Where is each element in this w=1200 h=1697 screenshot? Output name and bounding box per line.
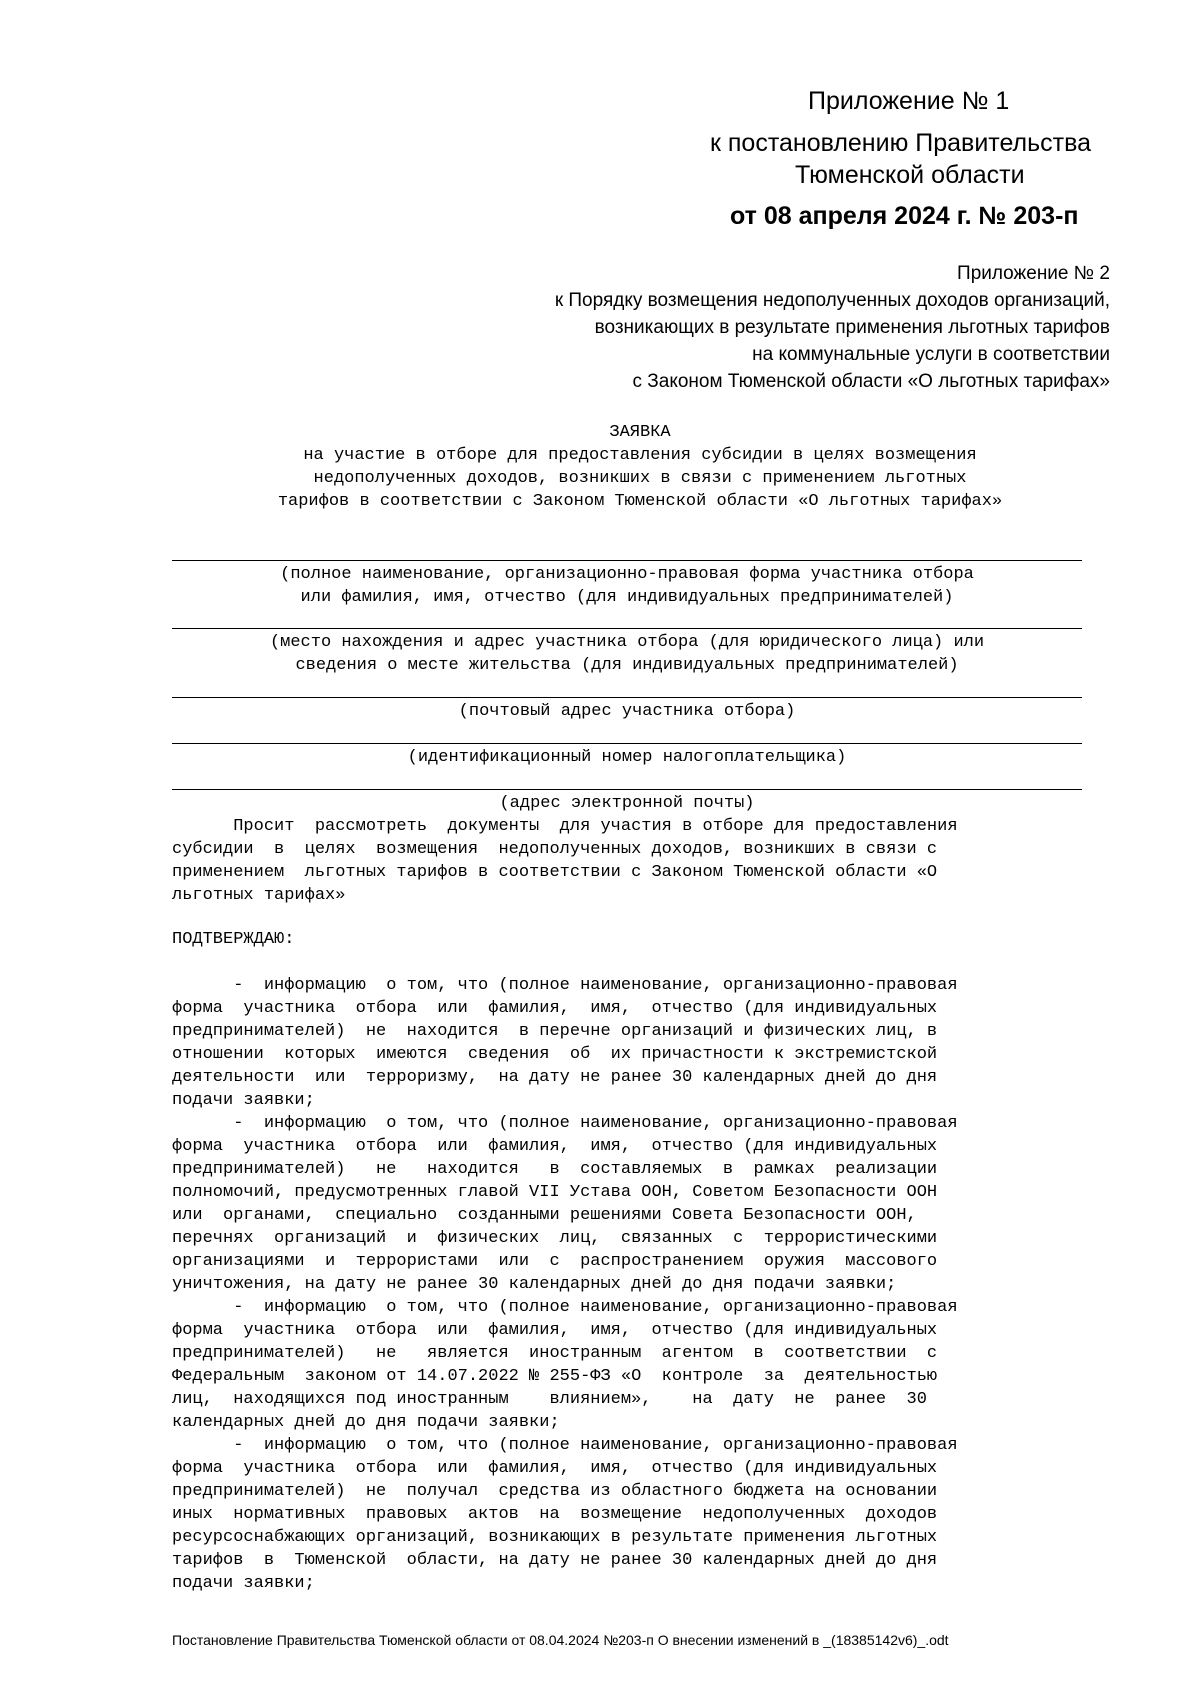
appendix1-region-line: Тюменской области [795, 161, 1025, 189]
paragraph-line: иных нормативных правовых актов на возмещение недополученных доходов [172, 1505, 938, 1524]
appendix1-title: Приложение № 1 [808, 87, 1010, 115]
field-underline[interactable] [172, 628, 1082, 629]
appendix2-line: Приложение № 2 [957, 263, 1110, 284]
paragraph-line: Федеральным законом от 14.07.2022 № 255-ФЗ «О контроле за деятельностью [172, 1367, 938, 1386]
caption-line: (адрес электронной почты) [499, 794, 755, 813]
field-underline[interactable] [172, 560, 1082, 561]
confirm-item [172, 1434, 1082, 1595]
appendix2-line: с Законом Тюменской области «О льготных тарифах» [632, 371, 1110, 392]
paragraph-line: деятельности или терроризму, на дату не ранее 30 календарных дней до дня [172, 1068, 938, 1087]
confirm-item [172, 1296, 1082, 1434]
paragraph-line: форма участника отбора или фамилия, имя, отчество (для индивидуальных [172, 1137, 938, 1156]
field-underline[interactable] [172, 697, 1082, 698]
appendix1-date: от 08 апреля 2024 г. № 203-п [730, 202, 1079, 230]
paragraph-line: уничтожения, на дату не ранее 30 календарных дней до дня подачи заявки; [172, 1275, 897, 1294]
paragraph-line: - информацию о том, что (полное наименование, организационно-правовая [172, 1114, 958, 1133]
appendix2-block [555, 260, 1110, 395]
paragraph-line: - информацию о том, что (полное наименование, организационно-правовая [172, 976, 958, 995]
paragraph-line: или органами, специально созданными решениями Совета Безопасности ООН, [172, 1206, 917, 1225]
paragraph-line: предпринимателей) не находится в составляемых в рамках реализации [172, 1160, 938, 1179]
paragraph-line: предпринимателей) не является иностранным агентом в соответствии с [172, 1344, 938, 1363]
caption-line: (полное наименование, организационно-правовая форма участника отбора [280, 565, 974, 584]
caption-line: (идентификационный номер налогоплательщика) [407, 748, 847, 767]
paragraph-line: льготных тарифах» [172, 886, 346, 905]
field-caption-email [172, 792, 1082, 815]
caption-line: (место нахождения и адрес участника отбора (для юридического лица) или [269, 633, 985, 652]
field-underline[interactable] [172, 743, 1082, 744]
caption-line: сведения о месте жительства (для индивидуальных предпринимателей) [295, 656, 959, 675]
paragraph-line: лиц, находящихся под иностранным влиянием», на дату не ранее 30 [172, 1390, 927, 1409]
paragraph-line: ресурсоснабжающих организаций, возникающих в результате применения льготных [172, 1528, 938, 1547]
application-subtitle-line: на участие в отборе для предоставления субсидии в целях возмещения [303, 446, 977, 465]
request-paragraph [172, 815, 1082, 907]
field-caption-address [172, 631, 1082, 677]
paragraph-line: - информацию о том, что (полное наименование, организационно-правовая [172, 1298, 958, 1317]
application-subtitle-line: тарифов в соответствии с Законом Тюменской области «О льготных тарифах» [277, 492, 1003, 511]
field-caption-full-name [172, 563, 1082, 609]
paragraph-line: подачи заявки; [172, 1091, 315, 1110]
appendix2-line: возникающих в результате применения льготных тарифов [594, 317, 1110, 338]
paragraph-line: форма участника отбора или фамилия, имя, отчество (для индивидуальных [172, 1459, 938, 1478]
paragraph-line: предпринимателей) не находится в перечне организаций и физических лиц, в [172, 1022, 938, 1041]
document-footer: Постановление Правительства Тюменской области от 08.04.2024 №203-п О внесении изменений в _(18385142v6)_.odt [172, 1632, 949, 1648]
paragraph-line: календарных дней до дня подачи заявки; [172, 1413, 560, 1432]
appendix1-resolution-line: к постановлению Правительства [710, 129, 1092, 157]
paragraph-line: форма участника отбора или фамилия, имя, отчество (для индивидуальных [172, 999, 938, 1018]
confirm-item [172, 974, 1082, 1112]
paragraph-line: организациями и террористами или с распространением оружия массового [172, 1252, 938, 1271]
application-subtitle-line: недополученных доходов, возникших в связи с применением льготных [313, 469, 967, 488]
caption-line: (почтовый адрес участника отбора) [458, 702, 796, 721]
confirm-label: ПОДТВЕРЖДАЮ: [172, 930, 295, 949]
appendix2-line: к Порядку возмещения недополученных доходов организаций, [554, 290, 1110, 311]
field-caption-inn [172, 746, 1082, 769]
field-caption-postal-address [172, 700, 1082, 723]
paragraph-line: тарифов в Тюменской области, на дату не ранее 30 календарных дней до дня [172, 1551, 938, 1570]
paragraph-line: применением льготных тарифов в соответствии с Законом Тюменской области «О [172, 863, 938, 882]
paragraph-line: форма участника отбора или фамилия, имя, отчество (для индивидуальных [172, 1321, 938, 1340]
paragraph-line: подачи заявки; [172, 1574, 315, 1593]
caption-line: или фамилия, имя, отчество (для индивидуальных предпринимателей) [300, 588, 954, 607]
paragraph-line: Просит рассмотреть документы для участия в отборе для предоставления [172, 817, 958, 836]
application-title: ЗАЯВКА [609, 423, 671, 442]
paragraph-line: субсидии в целях возмещения недополученных доходов, возникших в связи с [172, 840, 938, 859]
appendix2-line: на коммунальные услуги в соответствии [752, 344, 1110, 365]
field-underline[interactable] [172, 789, 1082, 790]
paragraph-line: перечнях организаций и физических лиц, связанных с террористическими [172, 1229, 938, 1248]
confirm-item [172, 1112, 1082, 1296]
paragraph-line: - информацию о том, что (полное наименование, организационно-правовая [172, 1436, 958, 1455]
paragraph-line: полномочий, предусмотренных главой VII Устава ООН, Советом Безопасности ООН [172, 1183, 938, 1202]
paragraph-line: предпринимателей) не получал средства из областного бюджета на основании [172, 1482, 938, 1501]
paragraph-line: отношении которых имеются сведения об их причастности к экстремистской [172, 1045, 938, 1064]
